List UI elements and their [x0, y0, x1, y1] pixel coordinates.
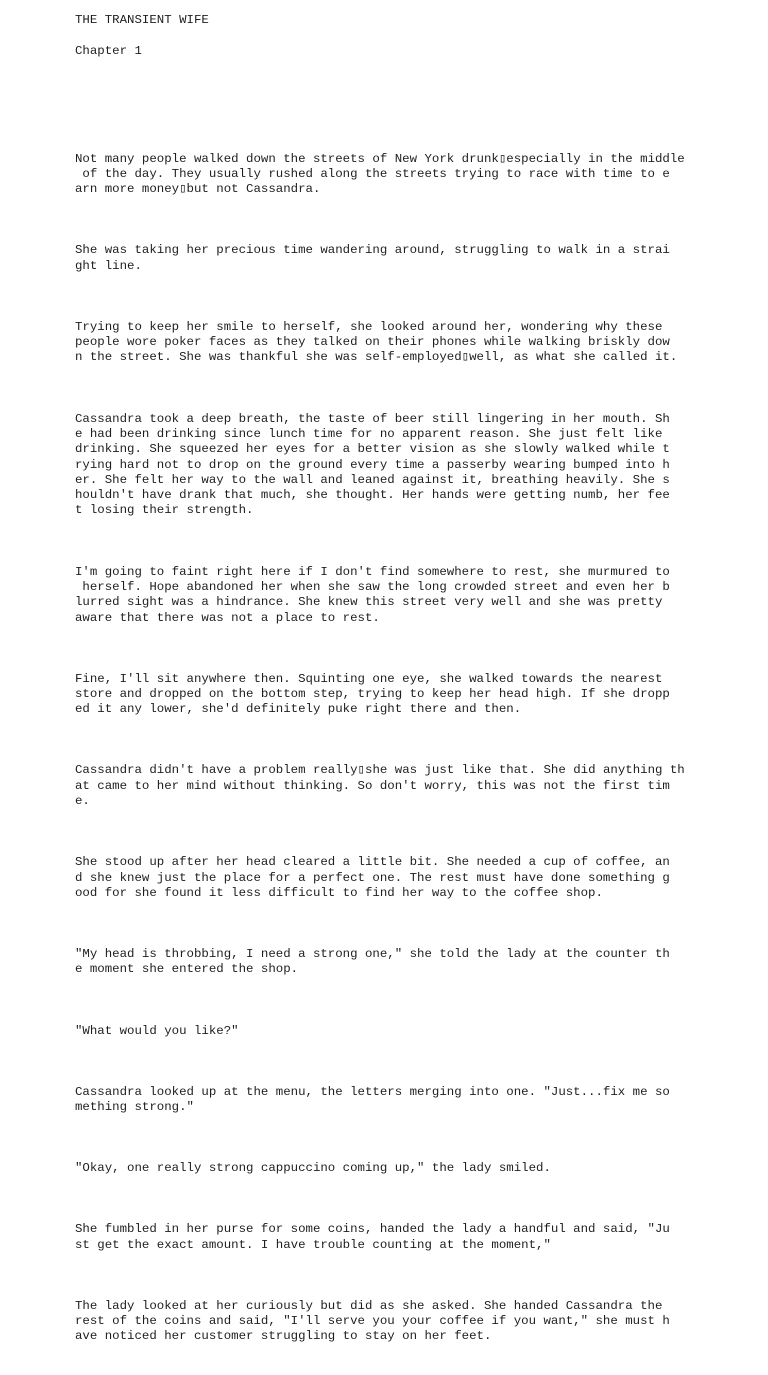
- document-body: [75, 121, 715, 1375]
- chapter-heading: Chapter 1: [75, 44, 142, 58]
- paragraph: She was taking her precious time wandering around, struggling to walk in a strai ght line.: [75, 243, 670, 273]
- paragraph: I'm going to faint right here if I don't find somewhere to rest, she murmured to herself. Hope abandoned her when she saw the long crowded street and even her b lurred sight was a hindrance. She knew this street very well and she was pretty aware that there was not a place to rest.: [75, 564, 670, 625]
- document-title: THE TRANSIENT WIFE: [75, 13, 209, 27]
- paragraph: The lady looked at her curiously but did as she asked. She handed Cassandra the rest of the coins and said, "I'll serve you your coffee if you want," she must h ave noticed her customer struggling to stay on her feet.: [75, 1298, 670, 1344]
- paragraph: Cassandra didn't have a problem really▯she was just like that. She did anything th at came to her mind without thinking. So don't worry, this was not the first tim e.: [75, 763, 685, 809]
- paragraph: She fumbled in her purse for some coins, handed the lady a handful and said, "Ju st get the exact amount. I have trouble counting at the moment,": [75, 1222, 670, 1252]
- paragraph: "Okay, one really strong cappuccino coming up," the lady smiled.: [75, 1161, 551, 1176]
- paragraph: Trying to keep her smile to herself, she looked around her, wondering why these people wore poker faces as they talked on their phones while walking briskly dow n the street. She was thankful she was self-employed▯well, as what she called it.: [75, 319, 678, 365]
- paragraph: "My head is throbbing, I need a strong one," she told the lady at the counter th e moment she entered the shop.: [75, 947, 670, 977]
- paragraph: Cassandra looked up at the menu, the letters merging into one. "Just...fix me so mething strong.": [75, 1084, 670, 1114]
- paragraph: "What would you like?": [75, 1023, 239, 1038]
- paragraph: Not many people walked down the streets of New York drunk▯especially in the middle of the day. They usually rushed along the streets trying to race with time to e arn more money▯but not Cassandra.: [75, 151, 685, 197]
- paragraph: Cassandra took a deep breath, the taste of beer still lingering in her mouth. Sh e had been drinking since lunch time for no apparent reason. She just felt like drinking. She squeezed her eyes for a better vision as she slowly walked while t rying hard not to drop on the ground every time a passerby wearing bumped into h er. She felt her way to the wall and leaned against it, breathing heavily. She s houldn't have drank that much, she thought. Her hands were getting numb, her fee t losing their strength.: [75, 411, 670, 518]
- paragraph: She stood up after her head cleared a little bit. She needed a cup of coffee, an d she knew just the place for a perfect one. The rest must have done something g ood for she found it less difficult to find her way to the coffee shop.: [75, 855, 670, 900]
- paragraph: Fine, I'll sit anywhere then. Squinting one eye, she walked towards the nearest store and dropped on the bottom step, trying to keep her head high. If she dropp ed it any lower, she'd definitely puke right there and then.: [75, 671, 670, 717]
